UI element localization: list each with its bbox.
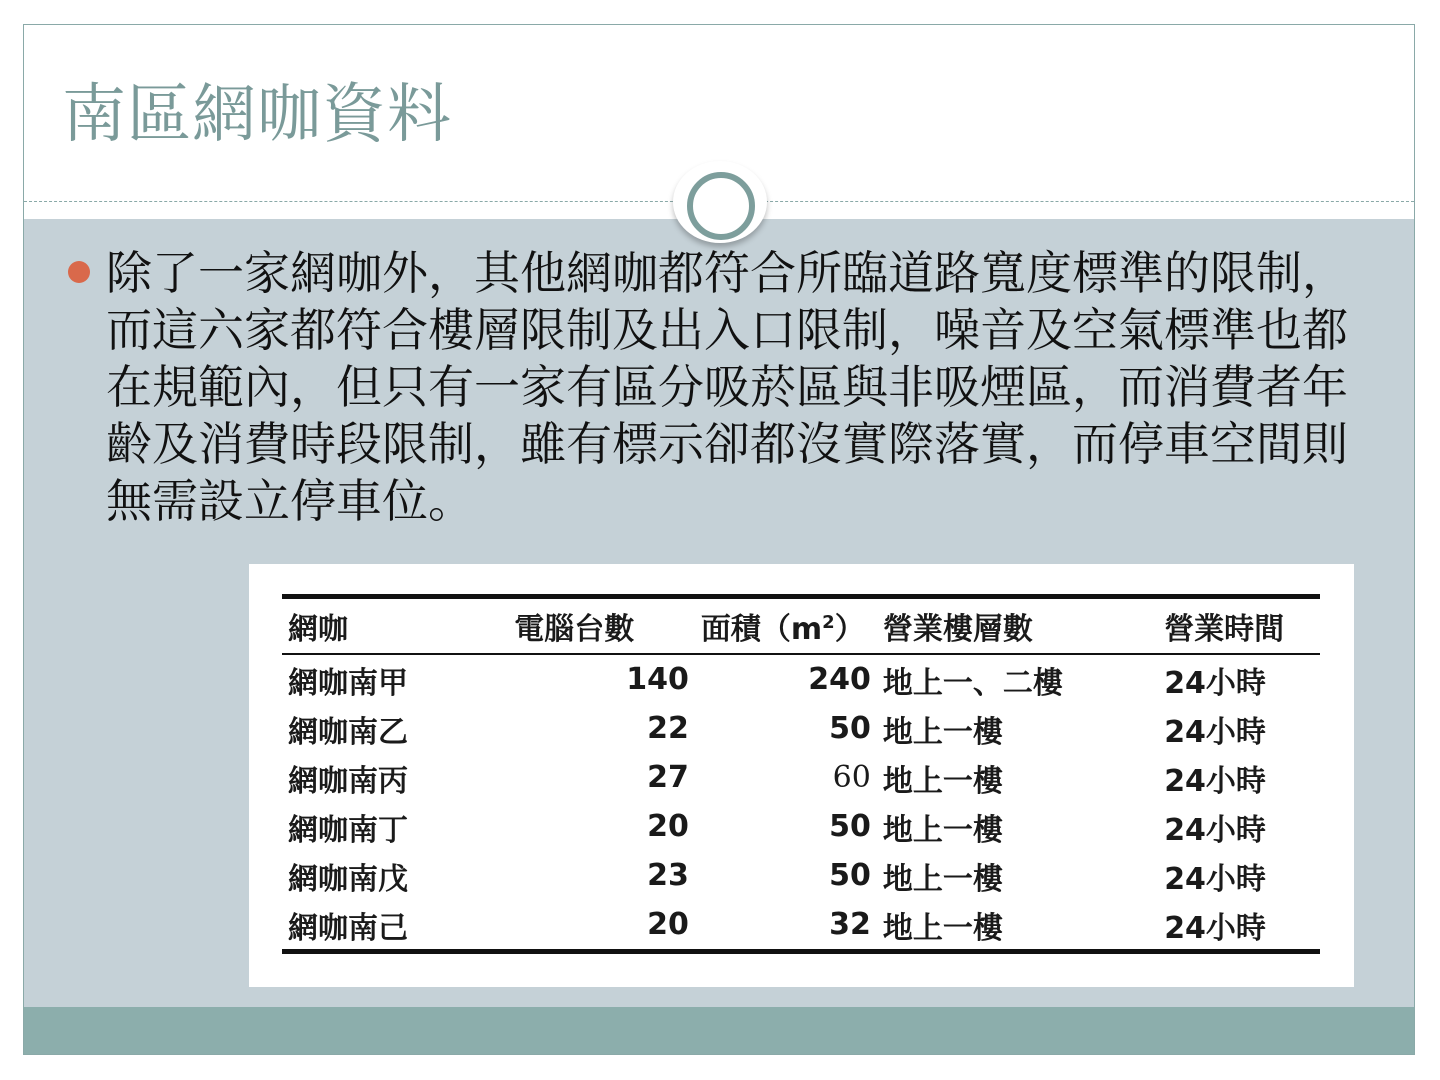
ring-icon bbox=[687, 172, 755, 240]
cell-area: 32 bbox=[829, 907, 871, 942]
cell-name: 網咖南丙 bbox=[288, 763, 408, 799]
table-row bbox=[282, 802, 1320, 851]
table-image bbox=[249, 564, 1354, 987]
cell-pc-count: 140 bbox=[626, 662, 689, 697]
cell-pc-count: 27 bbox=[647, 760, 689, 795]
cell-area: 240 bbox=[808, 662, 871, 697]
cell-name: 網咖南甲 bbox=[288, 665, 408, 701]
cell-floors: 地上一樓 bbox=[882, 763, 1003, 799]
cell-pc-count: 23 bbox=[647, 858, 689, 893]
cell-area: 50 bbox=[829, 711, 871, 746]
cell-hours: 24小時 bbox=[1164, 665, 1266, 701]
header-floors: 營業樓層數 bbox=[882, 612, 1033, 647]
content-area bbox=[24, 219, 1414, 1007]
table-header-row bbox=[282, 597, 1320, 655]
cell-hours: 24小時 bbox=[1164, 763, 1266, 799]
table-row bbox=[282, 753, 1320, 802]
header-pc-count: 電腦台數 bbox=[514, 612, 635, 647]
cell-area: 60 bbox=[832, 760, 871, 795]
internet-cafe-table bbox=[282, 594, 1320, 954]
table-row bbox=[282, 654, 1320, 704]
table-row bbox=[282, 900, 1320, 952]
slide-title: 南區網咖資料 bbox=[62, 78, 452, 152]
cell-hours: 24小時 bbox=[1164, 812, 1266, 848]
cell-pc-count: 20 bbox=[647, 809, 689, 844]
cell-hours: 24小時 bbox=[1164, 910, 1266, 946]
table-row bbox=[282, 704, 1320, 753]
cell-floors: 地上一樓 bbox=[882, 861, 1003, 897]
table-row bbox=[282, 851, 1320, 900]
cell-hours: 24小時 bbox=[1164, 714, 1266, 750]
cell-floors: 地上一樓 bbox=[882, 812, 1003, 848]
cell-floors: 地上一樓 bbox=[882, 910, 1003, 946]
bullet-text: 除了一家網咖外，其他網咖都符合所臨道路寬度標準的限制，而這六家都符合樓層限制及出入口限制，噪音及空氣標準也都在規範內，但只有一家有區分吸菸區與非吸煙區，而消費者年齡及消費時段限制，雖有標示卻都沒實際落實，而停車空間則無需設立停車位。 bbox=[106, 246, 1348, 528]
header-name: 網咖 bbox=[288, 612, 348, 647]
header-area-prefix: 面積（m bbox=[700, 612, 823, 647]
cell-area: 50 bbox=[829, 858, 871, 893]
cell-name: 網咖南己 bbox=[288, 910, 408, 946]
cell-floors: 地上一、二樓 bbox=[882, 665, 1063, 701]
header-area-suffix: ） bbox=[834, 612, 865, 647]
cell-area: 50 bbox=[829, 809, 871, 844]
cell-pc-count: 22 bbox=[647, 711, 689, 746]
cell-name: 網咖南乙 bbox=[288, 714, 408, 750]
header-hours: 營業時間 bbox=[1164, 612, 1285, 647]
slide bbox=[23, 24, 1415, 1055]
cell-name: 網咖南戊 bbox=[288, 861, 408, 897]
cell-name: 網咖南丁 bbox=[288, 812, 408, 848]
header-area bbox=[695, 597, 877, 655]
cell-floors: 地上一樓 bbox=[882, 714, 1003, 750]
cell-hours: 24小時 bbox=[1164, 861, 1266, 897]
footer-band bbox=[24, 1007, 1414, 1055]
bullet-icon bbox=[68, 261, 90, 283]
header-area-sup: 2 bbox=[822, 612, 835, 633]
cell-pc-count: 20 bbox=[647, 907, 689, 942]
